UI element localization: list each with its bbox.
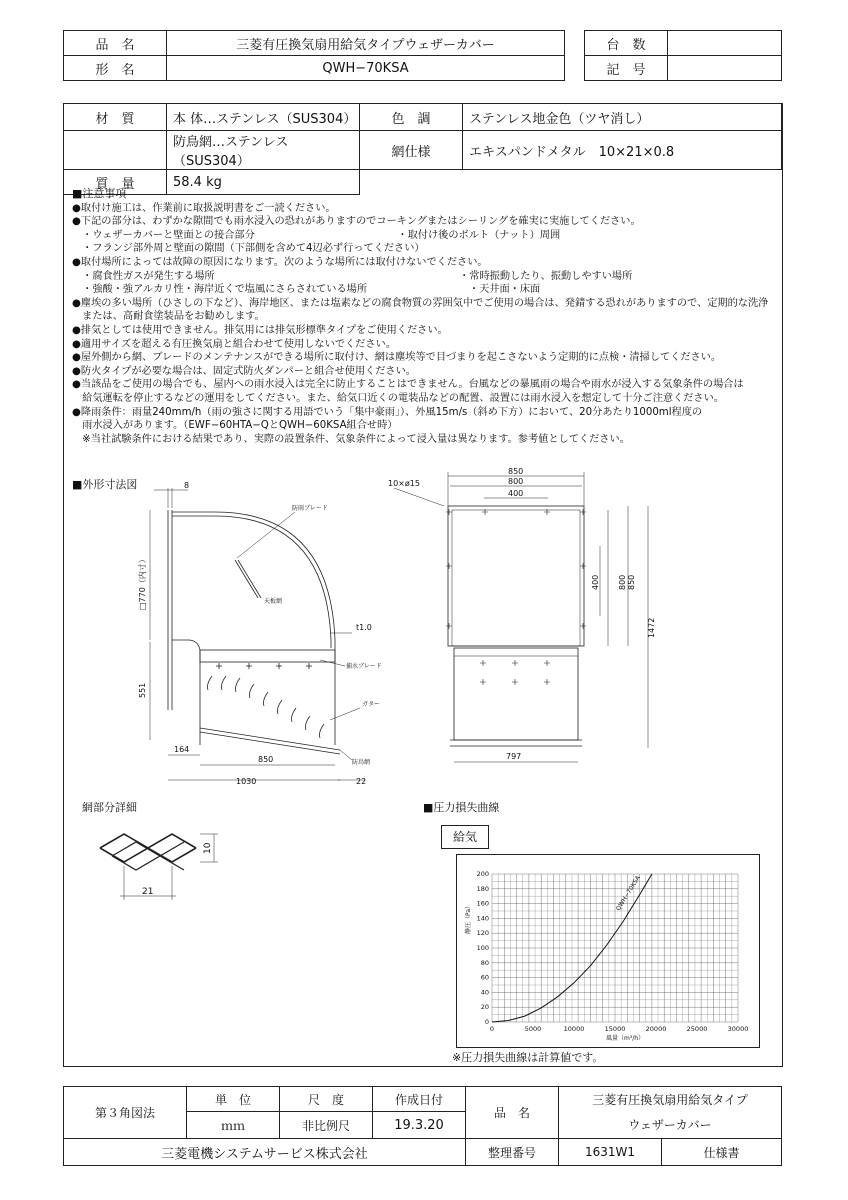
dim-797: 797: [506, 752, 522, 761]
unit-label: 単 位: [187, 1087, 280, 1112]
supply-label: 給気: [441, 825, 489, 849]
drawing-title: ■外形寸法図: [72, 478, 138, 491]
dim-front-400-top: 400: [508, 489, 524, 498]
qty-table: [584, 30, 782, 81]
scale-value: 非比例尺: [280, 1112, 373, 1139]
symbol-value: [668, 56, 782, 81]
front-view-drawing: [380, 466, 670, 766]
chart-y-tick-label: 0: [484, 1018, 489, 1026]
color-value: ステンレス地金色（ツヤ消し）: [463, 104, 782, 131]
dim-551: 551: [138, 682, 147, 698]
chart-x-tick-label: 25000: [686, 1025, 708, 1033]
chart-y-tick-label: 200: [476, 870, 489, 878]
note-line: ・腐食性ガスが発生する場所 ・常時振動したり、振動しやすい場所: [72, 270, 633, 282]
dim-front-800-side: 800: [618, 574, 627, 590]
pressure-title: ■圧力損失曲線: [423, 801, 500, 814]
chart-x-tick-label: 20000: [645, 1025, 667, 1033]
mesh-label: 網仕様: [360, 131, 463, 170]
note-line: ●塵埃の多い場所（ひさしの下など）、海岸地区、または塩素などの腐食物質の雰囲気中でご使用の場合は、発錆する恐れがありますので、定期的な洗浄: [72, 297, 769, 309]
chart-x-tick-label: 30000: [727, 1025, 749, 1033]
dimension-lines: [150, 488, 365, 780]
chart-xlabel: 風量（m³/h）: [606, 1035, 645, 1042]
leader-line: [320, 660, 345, 666]
label-top-net: 天板網: [264, 598, 283, 605]
lower-frame: [200, 650, 335, 662]
header-table: [63, 30, 565, 81]
gutter-line: [200, 732, 340, 754]
front-dimension-lines: [394, 472, 648, 762]
dim-front-850: 850: [508, 467, 524, 476]
note-line: ●防火タイプが必要な場合は、固定式防火ダンパーと組合せ使用ください。: [72, 365, 416, 377]
hood-lower: [172, 640, 200, 745]
dim-t: t1.0: [356, 623, 372, 632]
pressure-note: ※圧力損失曲線は計算値です。: [452, 1051, 604, 1064]
drain-blades: [208, 676, 325, 738]
chart-x-tick-label: 15000: [604, 1025, 626, 1033]
label-gutter: ガター: [362, 701, 381, 708]
front-hole-marks: [446, 509, 586, 685]
spec-table: [63, 103, 782, 195]
bolt-marks: [216, 663, 312, 669]
note-line: ●排気としては使用できません。排気用には排気形標準タイプをご使用ください。: [72, 324, 448, 336]
note-line: ・フランジ部外周と壁面の隙間（下部側を含めて4辺必ず行ってください）: [72, 243, 425, 255]
pressure-chart: [456, 854, 758, 1046]
chart-y-tick-label: 140: [476, 914, 489, 923]
mesh-dim-10: 10: [203, 842, 213, 854]
front-frame: [448, 506, 584, 646]
chart-ylabel: 静圧（Pa）: [465, 902, 472, 934]
note-line: ・強酸・強アルカリ性・海岸近くで塩風にさらされている場所 ・天井面・床面: [72, 284, 541, 296]
material-body: 本 体…ステンレス（SUS304）: [167, 104, 360, 131]
company-name: 三菱電機システムサービス株式会社: [64, 1139, 466, 1166]
mass-label: 質 量: [64, 170, 167, 195]
notes: [72, 187, 792, 446]
chart-x-tick-label: 5000: [524, 1025, 542, 1033]
chart-y-tick-label: 180: [476, 884, 489, 893]
label-rain-blade: 防雨ブレード: [292, 505, 328, 512]
chart-y-tick-label: 120: [476, 929, 489, 938]
notes-title: ■注意事項: [72, 187, 127, 200]
dim-front-800: 800: [508, 477, 524, 486]
qty-value: [668, 31, 782, 56]
model-label: 形 名: [64, 56, 167, 81]
product-label: 品 名: [64, 31, 167, 56]
chart-y-tick-label: 160: [476, 899, 489, 908]
front-lower: [454, 648, 578, 740]
dim-164: 164: [174, 745, 190, 754]
leader-line: [340, 750, 352, 760]
side-view-drawing: [140, 480, 400, 790]
chart-x-tick-label: 10000: [563, 1025, 585, 1033]
note-line: 雨水浸入があります。（EWF−60HTA−QとQWH−60KSA組合せ時）: [72, 420, 398, 432]
gutter-line: [200, 728, 340, 750]
note-line: ●取付け施工は、作業前に取扱説明書をご一読ください。: [72, 202, 336, 214]
front-frame-inner: [452, 510, 580, 646]
dim-front-850-side: 850: [627, 574, 636, 590]
chart-series-label: QWH−70KSA: [614, 874, 642, 913]
rain-blade: [238, 560, 261, 598]
footer-table: [63, 1086, 782, 1166]
leader-line: [330, 708, 360, 720]
projection-method: 第３角図法: [64, 1087, 187, 1139]
chart-y-tick-label: 60: [480, 973, 489, 982]
color-label: 色 調: [360, 104, 463, 131]
mesh-value: エキスパンドメタル 10×21×0.8: [463, 131, 782, 170]
note-line: ●降雨条件：雨量240mm/h（雨の強さに関する用語でいう「集中豪雨」）、外風15m/s（斜め下方）において、20分あたり1000ml程度の: [72, 406, 703, 418]
docno-value: 1631W1: [559, 1139, 662, 1166]
note-line: ・ウェザーカバーと壁面との接合部分 ・取付け後のボルト（ナット）周囲: [72, 229, 561, 241]
mesh-diamonds: [112, 842, 184, 870]
name-label: 品 名: [466, 1087, 559, 1139]
chart-y-tick-label: 20: [480, 1003, 489, 1012]
model-value: QWH−70KSA: [167, 56, 565, 81]
dim-22: 22: [356, 777, 367, 786]
label-bird-net: 防鳥網: [352, 759, 371, 766]
dim-8: 8: [184, 481, 190, 490]
hood-arc: [172, 512, 335, 648]
dim-770: □770（内寸）: [138, 555, 147, 610]
note-line: または、高耐食塗装品をお勧めします。: [72, 311, 265, 323]
name-line1: 三菱有圧換気扇用給気タイプ: [559, 1087, 782, 1112]
mesh-detail-drawing: [90, 820, 230, 910]
chart-y-tick-label: 80: [480, 958, 489, 967]
note-line: ●下記の部分は、わずかな隙間でも雨水浸入の恐れがありますのでコーキングまたはシーリングを確実に実施してください。: [72, 216, 641, 228]
material-label: 材 質: [64, 104, 167, 131]
mesh-detail-title: 網部分詳細: [82, 801, 137, 814]
note-line: ●適用サイズを超える有圧換気扇と組合わせて使用しないでください。: [72, 338, 396, 350]
chart-y-tick-label: 40: [480, 988, 489, 997]
date-value: 19.3.20: [373, 1112, 466, 1139]
material-net: 防鳥網…ステンレス（SUS304）: [167, 131, 360, 170]
docno-label: 整理番号: [466, 1139, 559, 1166]
name-line2: ウェザーカバー: [559, 1112, 782, 1139]
symbol-label: 記 号: [585, 56, 668, 81]
rain-blade: [235, 560, 258, 598]
date-label: 作成日付: [373, 1087, 466, 1112]
product-value: 三菱有圧換気扇用給気タイプウェザーカバー: [167, 31, 565, 56]
note-line: ●当該品をご使用の場合でも、屋内への雨水浸入は完全に防止することはできません。台風などの暴風雨の場合や雨水が浸入する気象条件の場合は: [72, 379, 744, 391]
dim-1030: 1030: [236, 777, 257, 786]
dim-front-400-side: 400: [591, 574, 600, 590]
chart-y-tick-label: 100: [476, 944, 489, 952]
label-drain-blade: 捕水ブレード: [346, 663, 382, 670]
note-line: ※当社試験条件における結果であり、実際の設置条件、気象条件によって浸入量は異なります。参考値としてください。: [72, 433, 630, 445]
mesh-dim-21: 21: [142, 887, 154, 897]
dim-1472: 1472: [647, 617, 656, 638]
mass-value: 58.4 kg: [167, 170, 360, 195]
note-line: 給気運転を停止するなどの運用をしてください。また、給気口近くの電装品などの配置、設置には雨水浸入を想定して十分ご注意ください。: [72, 392, 724, 404]
dim-holes: 10×ø15: [388, 479, 420, 488]
chart-x-tick-label: 0: [489, 1025, 495, 1033]
note-line: ●取付場所によっては故障の原因になります。次のような場所には取付けないでください。: [72, 256, 488, 268]
qty-label: 台 数: [585, 31, 668, 56]
scale-label: 尺 度: [280, 1087, 373, 1112]
unit-value: ｍｍ: [187, 1112, 280, 1139]
note-line: ●屋外側から網、ブレードのメンテナンスができる場所に取付け、網は塵埃等で目づまりを起こさないよう定期的に点検・清掃してください。: [72, 352, 722, 364]
doctype: 仕様書: [662, 1139, 782, 1166]
dim-side-850: 850: [258, 755, 274, 764]
